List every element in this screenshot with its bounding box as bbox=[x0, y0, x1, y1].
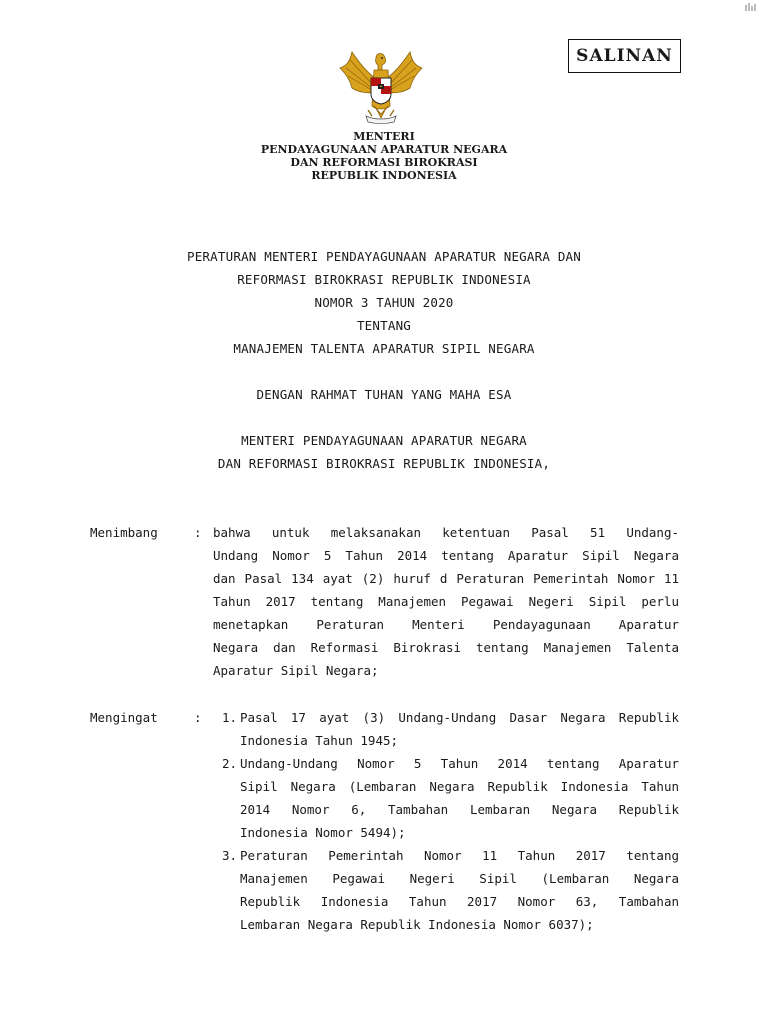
title-line: PERATURAN MENTERI PENDAYAGUNAAN APARATUR NEGARA DAN bbox=[186, 249, 581, 264]
text-line: Tahun 2017 tentang Manajemen Pegawai Negeri Sipil perlu bbox=[213, 594, 679, 609]
text-line: Republik Indonesia Tahun 2017 Nomor 63, Tambahan bbox=[240, 894, 679, 909]
text-line: Indonesia Nomor 5494); bbox=[240, 825, 406, 840]
title-line: MANAJEMEN TALENTA APARATUR SIPIL NEGARA bbox=[233, 341, 535, 356]
text-line: Sipil Negara (Lembaran Negara Republik Indonesia Tahun bbox=[240, 779, 679, 794]
issuer-line: DAN REFORMASI BIROKRASI REPUBLIK INDONESIA, bbox=[217, 456, 551, 471]
ministry-line: REPUBLIK INDONESIA bbox=[311, 169, 457, 182]
title-line: NOMOR 3 TAHUN 2020 bbox=[314, 295, 454, 310]
text-line: 2014 Nomor 6, Tambahan Lembaran Negara Republik bbox=[240, 802, 679, 817]
list-item bbox=[213, 752, 679, 844]
issuer-line: MENTERI PENDAYAGUNAAN APARATUR NEGARA bbox=[241, 433, 527, 448]
text-line: menetapkan Peraturan Menteri Pendayagunaan Aparatur bbox=[213, 617, 679, 632]
ministry-line: DAN REFORMASI BIROKRASI bbox=[290, 156, 478, 169]
mengingat-label: Mengingat bbox=[90, 710, 158, 725]
ministry-line: PENDAYAGUNAAN APARATUR NEGARA bbox=[260, 143, 508, 156]
list-item bbox=[213, 706, 679, 752]
text-line: Aparatur Sipil Negara; bbox=[213, 663, 379, 678]
text-line: Lembaran Negara Republik Indonesia Nomor 6037); bbox=[240, 917, 594, 932]
menimbang-text bbox=[213, 521, 679, 682]
text-line: Undang Nomor 5 Tahun 2014 tentang Aparatur Sipil Negara bbox=[213, 548, 679, 563]
list-number: 2. bbox=[221, 756, 237, 771]
mengingat-list bbox=[213, 706, 679, 936]
text-line: Indonesia Tahun 1945; bbox=[240, 733, 399, 748]
list-number: 3. bbox=[221, 848, 237, 863]
mengingat-colon: : bbox=[194, 710, 202, 725]
regulation-title bbox=[60, 245, 708, 475]
text-line: Pasal 17 ayat (3) Undang-Undang Dasar Negara Republik bbox=[240, 710, 679, 725]
text-line: Undang-Undang Nomor 5 Tahun 2014 tentang Aparatur bbox=[240, 756, 679, 771]
blessing-line: DENGAN RAHMAT TUHAN YANG MAHA ESA bbox=[256, 387, 512, 402]
menimbang-label: Menimbang bbox=[90, 525, 158, 540]
text-line: Negara dan Reformasi Birokrasi tentang Manajemen Talenta bbox=[213, 640, 679, 655]
salinan-stamp: SALINAN bbox=[568, 39, 681, 73]
text-line: Peraturan Pemerintah Nomor 11 Tahun 2017 tentang bbox=[240, 848, 679, 863]
list-number: 1. bbox=[221, 710, 237, 725]
text-line: dan Pasal 134 ayat (2) huruf d Peraturan Pemerintah Nomor 11 bbox=[213, 571, 679, 586]
list-item bbox=[213, 844, 679, 936]
ministry-heading bbox=[200, 130, 568, 182]
text-line: bahwa untuk melaksanakan ketentuan Pasal 51 Undang- bbox=[213, 525, 679, 540]
garuda-emblem-icon bbox=[338, 48, 424, 126]
title-line: REFORMASI BIROKRASI REPUBLIK INDONESIA bbox=[237, 272, 531, 287]
menimbang-colon: : bbox=[194, 525, 202, 540]
ministry-line: MENTERI bbox=[353, 130, 415, 143]
title-line: TENTANG bbox=[356, 318, 412, 333]
text-line: Manajemen Pegawai Negeri Sipil (Lembaran Negara bbox=[240, 871, 679, 886]
watermark-icon bbox=[744, 2, 758, 12]
